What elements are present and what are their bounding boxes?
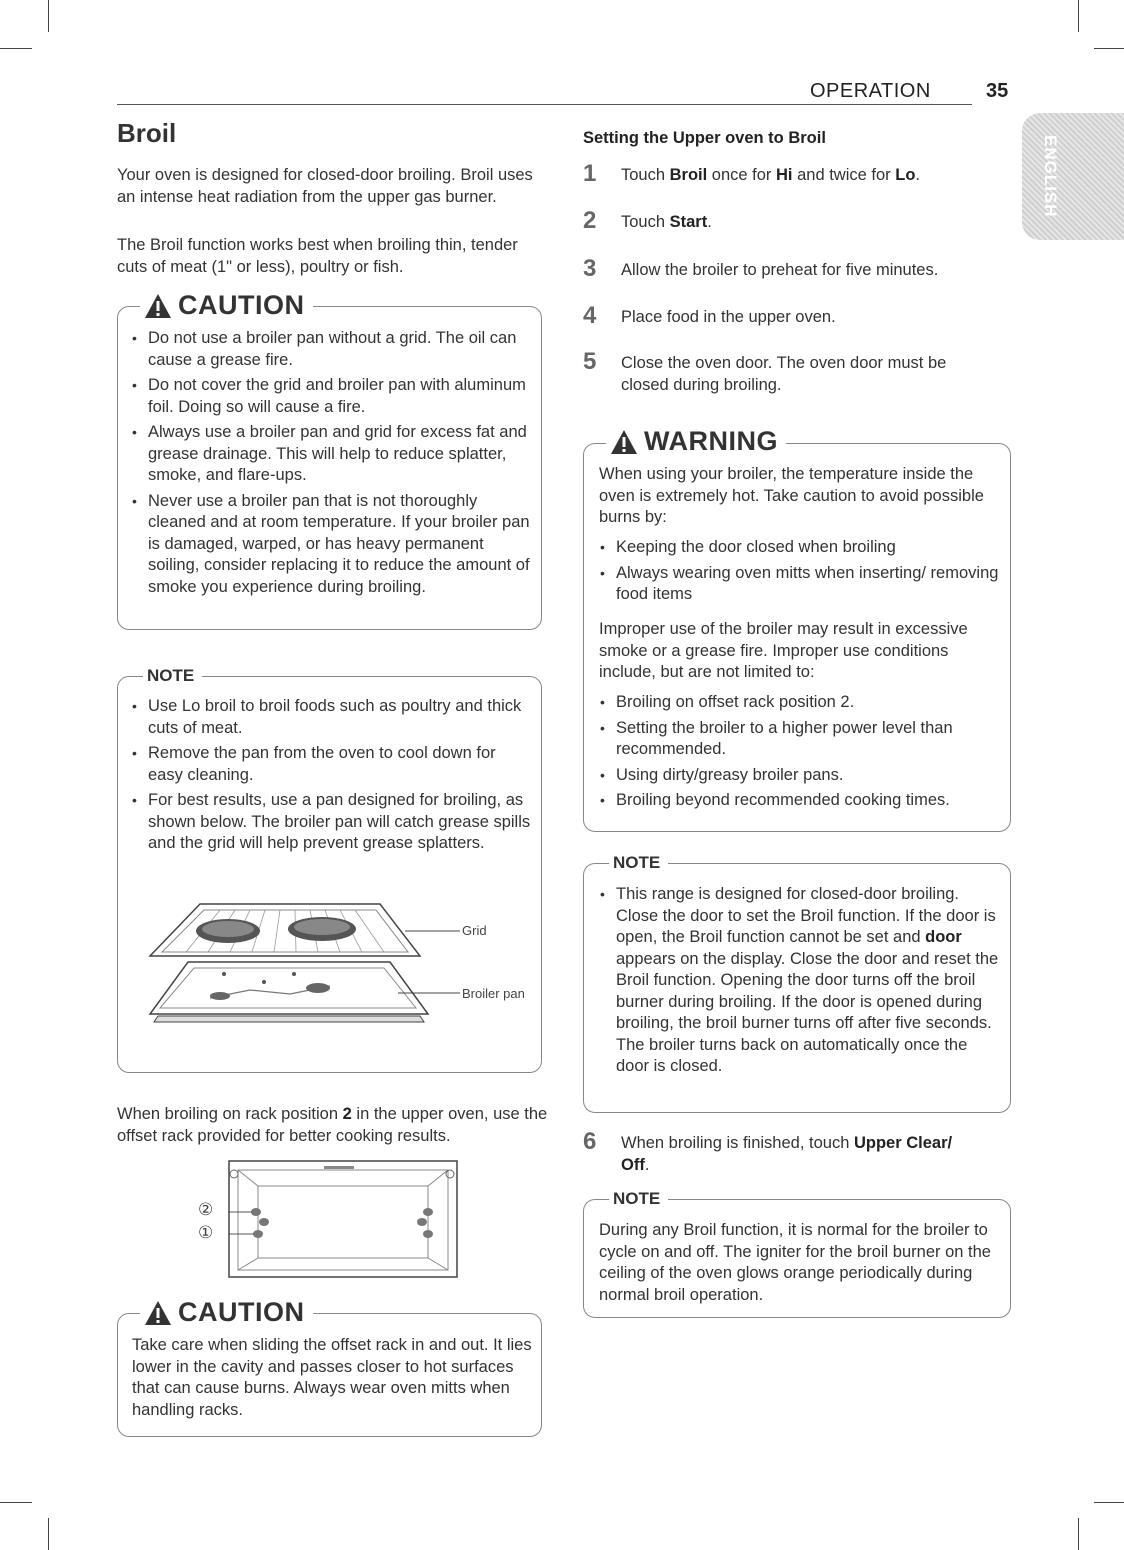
broiler-pan-label: Broiler pan (462, 986, 525, 1001)
grid-label: Grid (462, 923, 487, 938)
step-text-part: . (707, 213, 712, 231)
list-item: • Setting the broiler to a higher power level than recommended. (590, 718, 1000, 761)
list-item: • For best results, use a pan designed for broiling, as shown below. The broiler pan will catch grease spills and the grid will help prevent grease splatters. (122, 790, 532, 855)
warning-heading (606, 426, 786, 457)
list-item: • Never use a broiler pan that is not thoroughly cleaned and at room temperature. If your broiler pan is damaged, warped, or has heavy permanent soiling, consider replacing it to reduce the amount of smoke you experience during broiling. (122, 491, 532, 599)
warning-triangle-icon (144, 1300, 172, 1326)
language-tab-label: ENGLISH (1041, 135, 1060, 218)
step-4 (583, 302, 983, 337)
step-keyword: Upper Clear/ Off (621, 1134, 953, 1174)
header-section: OPERATION (810, 80, 931, 102)
list-item: • Keeping the door closed when broiling (590, 537, 1000, 559)
step-text-part: and twice for (792, 166, 896, 184)
crop-mark (48, 1518, 49, 1550)
step-text: Close the oven door. The oven door must be closed during broiling. (621, 354, 947, 394)
section-title: Broil (117, 118, 177, 148)
step-text-part: . (644, 1155, 650, 1174)
crop-mark (0, 48, 32, 49)
offset-rack-position: 2 (342, 1105, 352, 1123)
step-5 (583, 348, 983, 403)
step-number: 6 (583, 1128, 597, 1155)
warning-intro: When using your broiler, the temperature inside the oven is extremely hot. Take caution to avoid possible burns by: (599, 465, 984, 526)
step-text: Allow the broiler to preheat for five minutes. (621, 261, 939, 279)
list-item: • Remove the pan from the oven to cool down for easy cleaning. (122, 743, 532, 786)
crop-mark (48, 0, 49, 32)
step-text-part: Touch (621, 166, 670, 184)
step-3 (583, 255, 983, 290)
caution-title: CAUTION (178, 290, 305, 320)
offset-rack-illustration (228, 1160, 460, 1280)
step-6 (583, 1128, 983, 1183)
caution-heading (140, 1297, 313, 1328)
offset-text-post: in the upper oven, use the offset rack provided for better cooking results. (117, 1105, 548, 1145)
step-1 (583, 160, 983, 195)
steps-subheading: Setting the Upper oven to Broil (583, 129, 826, 147)
crop-mark (1078, 0, 1079, 32)
offset-rack-paragraph (117, 1104, 557, 1147)
page-number: 35 (986, 80, 1009, 102)
warning-list-2 (590, 692, 1000, 816)
rack-position-1-label: ① (198, 1223, 214, 1242)
note-text-part: This range is designed for closed-door broiling. Close the door to set the Broil function. If the door is open, the Broil function cannot be set and (616, 885, 996, 946)
step-number: 4 (583, 302, 597, 329)
caution-heading (140, 290, 313, 321)
note-list (590, 884, 1000, 1082)
intro-paragraph-2: The Broil function works best when broiling thin, tender cuts of meat (1" or less), poultry or fish. (117, 236, 518, 276)
step-text (621, 1133, 981, 1176)
note-keyword: door (925, 928, 962, 946)
step-text (621, 165, 920, 187)
step-text-part: When broiling is finished, touch (621, 1134, 854, 1152)
caution-text: Take care when sliding the offset rack in and out. It lies lower in the cavity and passes closer to hot surfaces that can cause burns. Always wear oven mitts when handling racks. (132, 1336, 532, 1419)
step-number: 5 (583, 348, 597, 375)
rack-position-2-label: ② (198, 1200, 214, 1219)
broiler-pan-illustration (140, 898, 470, 1038)
step-number: 2 (583, 207, 597, 234)
note-heading: NOTE (143, 666, 202, 686)
step-text-part: Touch (621, 213, 670, 231)
caution-title: CAUTION (178, 1297, 305, 1327)
list-item (590, 884, 1000, 1078)
crop-mark (1078, 1518, 1079, 1550)
list-item: • Do not use a broiler pan without a grid. The oil can cause a grease fire. (122, 328, 532, 371)
list-item: • Broiling on offset rack position 2. (590, 692, 1000, 714)
warning-middle: Improper use of the broiler may result in excessive smoke or a grease fire. Improper use conditions include, but are not limited to: (599, 620, 968, 681)
note-heading: NOTE (609, 1189, 668, 1209)
caution-list (122, 328, 532, 602)
language-tab (1022, 113, 1124, 240)
step-text (621, 212, 712, 234)
step-text-part: . (915, 166, 920, 184)
header-rule (117, 104, 972, 105)
list-item: • Using dirty/greasy broiler pans. (590, 765, 1000, 787)
note-list (122, 696, 532, 859)
step-text: Place food in the upper oven. (621, 308, 836, 326)
warning-triangle-icon (144, 293, 172, 319)
step-keyword: Lo (895, 166, 916, 184)
crop-mark (1094, 48, 1124, 49)
note-text-part: appears on the display. Close the door and reset the Broil function. Opening the door turns off the broil burner during broiling. If the door is opened during broiling, the broil burner turns off after five seconds. The broiler turns back on automatically once the door is closed. (616, 949, 999, 1075)
offset-text-pre: When broiling on rack position (117, 1105, 343, 1123)
list-item: • Always wearing oven mitts when inserting/ removing food items (590, 563, 1000, 606)
note-heading: NOTE (609, 853, 668, 873)
step-text-part: once for (707, 166, 777, 184)
step-number: 3 (583, 255, 597, 282)
warning-title: WARNING (644, 426, 778, 456)
list-item: • Do not cover the grid and broiler pan with aluminum foil. Doing so will cause a fire. (122, 375, 532, 418)
intro-paragraph-1: Your oven is designed for closed-door broiling. Broil uses an intense heat radiation from the upper gas burner. (117, 166, 533, 206)
warning-list-1 (590, 537, 1000, 610)
step-keyword: Broil (669, 166, 708, 184)
crop-mark (0, 1502, 32, 1503)
step-keyword: Hi (776, 166, 793, 184)
step-2 (583, 207, 983, 242)
list-item: • Always use a broiler pan and grid for excess fat and grease drainage. This will help to reduce splatter, smoke, and flare-ups. (122, 422, 532, 487)
warning-triangle-icon (610, 429, 638, 455)
note-text: During any Broil function, it is normal for the broiler to cycle on and off. The igniter for the broil burner on the ceiling of the oven glows orange periodically during normal broil operation. (599, 1221, 991, 1304)
step-number: 1 (583, 160, 597, 187)
list-item: • Use Lo broil to broil foods such as poultry and thick cuts of meat. (122, 696, 532, 739)
list-item: • Broiling beyond recommended cooking times. (590, 790, 1000, 812)
crop-mark (1094, 1502, 1124, 1503)
step-keyword: Start (669, 213, 708, 231)
